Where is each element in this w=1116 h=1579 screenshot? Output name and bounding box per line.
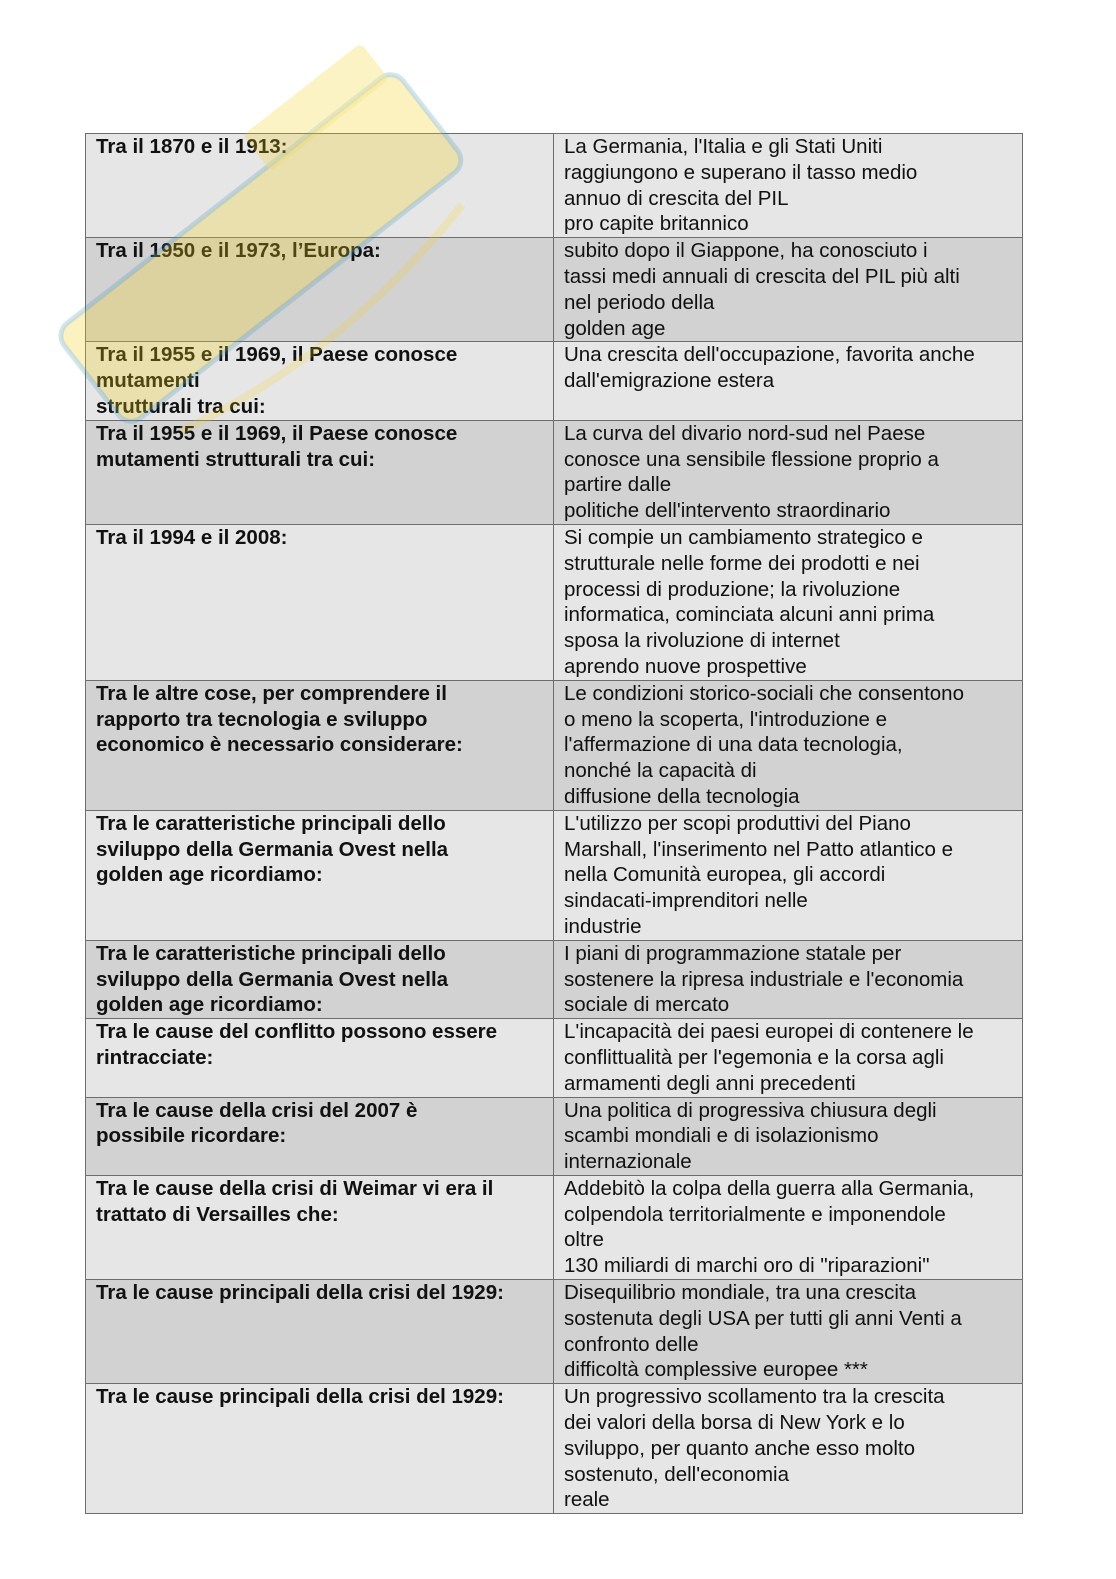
table-row <box>86 524 1023 680</box>
table-row <box>86 940 1023 1018</box>
answer-cell: Un progressivo scollamento tra la crescita dei valori della borsa di New York e lo sviluppo, per quanto anche esso molto sostenuto, dell'economia reale <box>554 1384 1023 1514</box>
question-cell: Tra le altre cose, per comprendere il rapporto tra tecnologia e sviluppo economico è necessario considerare: <box>86 680 554 810</box>
question-cell: Tra le caratteristiche principali dello sviluppo della Germania Ovest nella golden age ricordiamo: <box>86 810 554 940</box>
answer-cell: La Germania, l'Italia e gli Stati Uniti raggiungono e superano il tasso medio annuo di crescita del PIL pro capite britannico <box>554 134 1023 238</box>
table-row <box>86 134 1023 238</box>
question-cell: Tra il 1994 e il 2008: <box>86 524 554 680</box>
answer-cell: La curva del divario nord-sud nel Paese conosce una sensibile flessione proprio a partire dalle politiche dell'intervento straordinario <box>554 420 1023 524</box>
table-row <box>86 1384 1023 1514</box>
question-cell: Tra il 1870 e il 1913: <box>86 134 554 238</box>
answer-cell: L'utilizzo per scopi produttivi del Piano Marshall, l'inserimento nel Patto atlantico e nella Comunità europea, gli accordi sindacati-imprenditori nelle industrie <box>554 810 1023 940</box>
answer-cell: L'incapacità dei paesi europei di contenere le conflittualità per l'egemonia e la corsa agli armamenti degli anni precedenti <box>554 1019 1023 1097</box>
answer-cell: Addebitò la colpa della guerra alla Germania, colpendola territorialmente e imponendole oltre 130 miliardi di marchi oro di "riparazioni" <box>554 1175 1023 1279</box>
question-cell: Tra le cause della crisi di Weimar vi era il trattato di Versailles che: <box>86 1175 554 1279</box>
question-cell: Tra le cause principali della crisi del 1929: <box>86 1280 554 1384</box>
answer-cell: Disequilibrio mondiale, tra una crescita sostenuta degli USA per tutti gli anni Venti a confronto delle difficoltà complessive europee *** <box>554 1280 1023 1384</box>
table-row <box>86 680 1023 810</box>
answer-cell: Si compie un cambiamento strategico e strutturale nelle forme dei prodotti e nei processi di produzione; la rivoluzione informatica, cominciata alcuni anni prima sposa la rivoluzione di internet aprendo nuove prospettive <box>554 524 1023 680</box>
question-cell: Tra le cause della crisi del 2007 è possibile ricordare: <box>86 1097 554 1175</box>
table-row <box>86 810 1023 940</box>
answer-cell: Le condizioni storico-sociali che consentono o meno la scoperta, l'introduzione e l'affermazione di una data tecnologia, nonché la capacità di diffusione della tecnologia <box>554 680 1023 810</box>
question-cell: Tra il 1950 e il 1973, l’Europa: <box>86 238 554 342</box>
answer-cell: subito dopo il Giappone, ha conosciuto i tassi medi annuali di crescita del PIL più alti nel periodo della golden age <box>554 238 1023 342</box>
table-row <box>86 1097 1023 1175</box>
table-row <box>86 420 1023 524</box>
answer-cell: I piani di programmazione statale per sostenere la ripresa industriale e l'economia sociale di mercato <box>554 940 1023 1018</box>
question-cell: Tra il 1955 e il 1969, il Paese conosce mutamenti strutturali tra cui: <box>86 342 554 420</box>
answer-cell: Una crescita dell'occupazione, favorita anche dall'emigrazione estera <box>554 342 1023 420</box>
question-cell: Tra le caratteristiche principali dello sviluppo della Germania Ovest nella golden age ricordiamo: <box>86 940 554 1018</box>
table-row <box>86 238 1023 342</box>
table-row <box>86 1280 1023 1384</box>
question-cell: Tra il 1955 e il 1969, il Paese conosce mutamenti strutturali tra cui: <box>86 420 554 524</box>
table-row <box>86 342 1023 420</box>
table-row <box>86 1175 1023 1279</box>
qa-table <box>85 133 1023 1514</box>
question-cell: Tra le cause principali della crisi del 1929: <box>86 1384 554 1514</box>
table-row <box>86 1019 1023 1097</box>
answer-cell: Una politica di progressiva chiusura degli scambi mondiali e di isolazionismo internazionale <box>554 1097 1023 1175</box>
question-cell: Tra le cause del conflitto possono essere rintracciate: <box>86 1019 554 1097</box>
